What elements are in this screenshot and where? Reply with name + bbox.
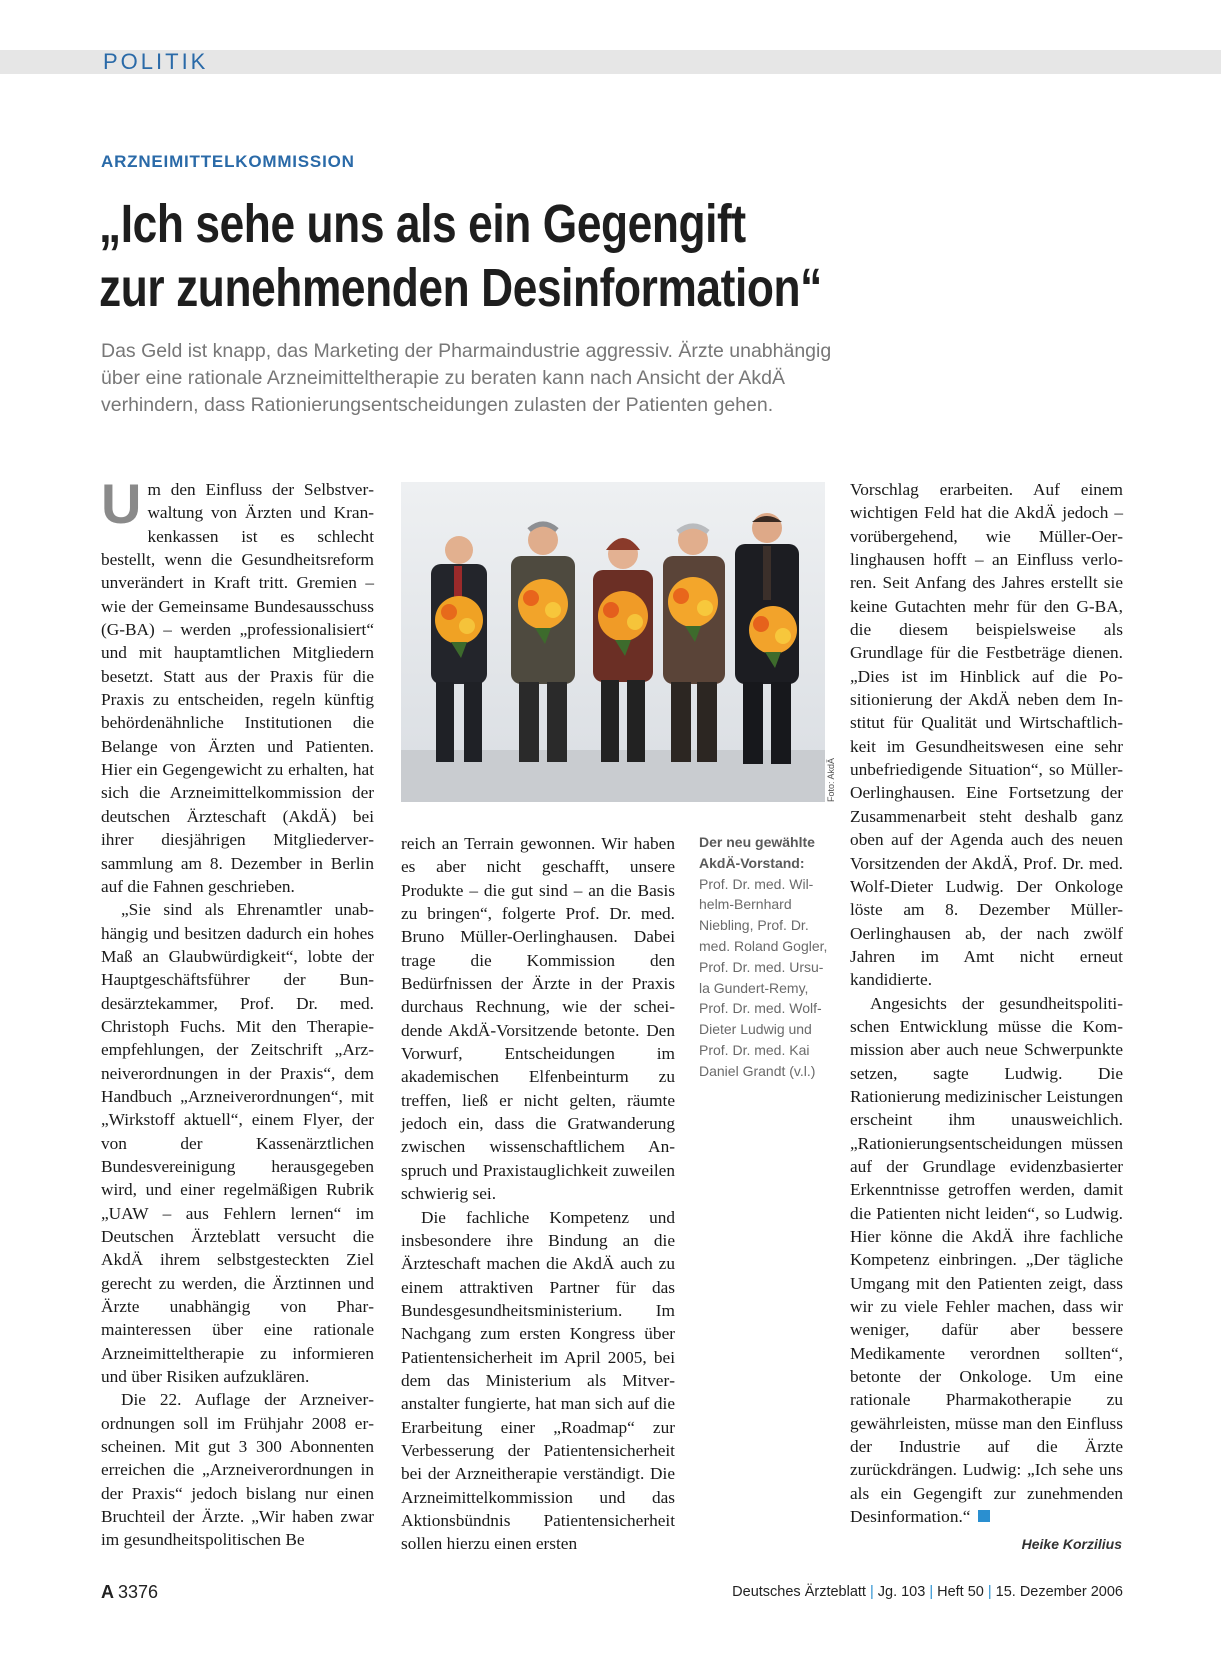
caption-line: med. Roland Gogler, bbox=[699, 937, 828, 954]
author-byline: Heike Korzilius bbox=[1021, 1536, 1122, 1552]
caption-line: Dieter Ludwig und bbox=[699, 1021, 812, 1038]
subtitle-line-3: verhindern, dass Rationierungsentscheidungen zulasten der Patienten gehen. bbox=[101, 394, 774, 416]
photo-credit: Foto: AkdÄ bbox=[826, 757, 836, 802]
subtitle-line-2: über eine rationale Arzneimitteltherapie zu beraten kann nach Ansicht der AkdÄ bbox=[101, 367, 786, 389]
body-paragraph: Die 22. Auflage der Arzneiverordnungen soll im Frühjahr 2008 erscheinen. Mit gut 3 300 Abonnenten erreichen die „Arzneiverordnungen in der Praxis“ jedoch bislang nur einen Bruchteil der Ärzte. „Wir haben zwar im gesundheitspolitischen Be bbox=[101, 1390, 374, 1550]
body-paragraph bbox=[101, 472, 374, 898]
subtitle-line-1: Das Geld ist knapp, das Marketing der Pharmaindustrie aggressiv. Ärzte unabhängig bbox=[101, 340, 832, 362]
body-paragraph: „Sie sind als Ehrenamtler unabhängig und besitzen dadurch ein hohes Maß an Glaubwürdigkeit“, lobte der Hauptgeschäftsführer der Bundesärztekammer, Prof. Dr. med. Christoph Fuchs. Mit den Therapieempfehlungen, der Zeitschrift „Arzneiverordnungen in der Praxis“, dem Handbuch „Arzneiverordnungen“, mit „Wirkstoff aktuell“, einem Flyer, der von der Kassenärztlichen Bundesvereinigung herausgegeben wird, und einer regelmäßigen Rubrik „UAW – aus Fehlern lernen“ im Deutschen Ärzteblatt versucht die AkdÄ ihrem selbstgesteckten Ziel gerecht zu werden, die Ärztinnen und Ärzte unabhängig von Pharmainteressen über eine rationale Arzneimitteltherapie zu informieren und über Risiken aufzuklären. bbox=[101, 900, 374, 1387]
paragraph-text: m den Einfluss der Selbstverwaltung von Ärzten und Krankenkassen ist es schlecht bestellt, wenn die Gesundheitsreform unverändert in Kraft tritt. Gremien – wie der Gemeinsame Bundesausschuss (G-BA) – werden „professionalisiert“ und mit hauptamtlichen Mitgliedern besetzt. Statt aus der Praxis für die Praxis zu entscheiden, regeln künftig behördenähnliche Institutionen die Belange von Ärzten und Patienten. Hier ein Gegengewicht zu erhalten, hat sich die Arzneimittelkommission der deutschen Ärzteschaft (AkdÄ) bei ihrer diesjährigen Mitgliederversammlung am 8. Dezember in Berlin auf die Fahnen geschrieben. bbox=[101, 480, 374, 896]
paragraph-text: Angesichts der gesundheitspolitischen Entwicklung müsse die Kommission aber auch neue Schwerpunkte setzen, sagte Ludwig. Die Rationierung medizinischer Leistungen erscheint ihm unausweichlich. „Rationierungsentscheidungen müssen auf der Grundlage evidenzbasierter Erkenntnisse getroffen werden, damit die Patienten nicht leiden“, so Ludwig. Hier könne die AkdÄ ihre fachliche Kompetenz einbringen. „Der tägliche Umgang mit den Patienten zeigt, dass wir zu viele Fehler machen, dass wir weniger, dafür aber bessere Medikamente verordnen sollten“, betonte der Onkologe. Um eine rationale Pharmakotherapie zu gewährleisten, müsse man den Einfluss der Industrie auf die Ärzte zurückdrängen. Ludwig: „Ich sehe uns als ein Gegengift zur zunehmenden Desinformation.“ bbox=[850, 993, 1123, 1527]
article-kicker: ARZNEIMITTELKOMMISSION bbox=[101, 152, 355, 171]
body-column-3 bbox=[850, 478, 1123, 1528]
caption-line: helm-Bernhard bbox=[699, 896, 792, 913]
page-number-value: 3376 bbox=[118, 1582, 159, 1602]
journal-issue: Heft 50 bbox=[937, 1584, 984, 1600]
journal-date: 15. Dezember 2006 bbox=[995, 1584, 1123, 1600]
photo-caption bbox=[699, 832, 829, 1082]
body-column-2 bbox=[401, 832, 675, 1556]
page-prefix: A bbox=[101, 1582, 114, 1602]
separator: | bbox=[987, 1584, 992, 1600]
caption-line: Prof. Dr. med. Ursu- bbox=[699, 958, 824, 975]
journal-name: Deutsches Ärzteblatt bbox=[732, 1584, 866, 1600]
caption-title-line-2: AkdÄ-Vorstand: bbox=[699, 854, 805, 871]
group-photo bbox=[401, 482, 825, 802]
caption-line: Niebling, Prof. Dr. bbox=[699, 917, 809, 934]
body-paragraph: Vorschlag erarbeiten. Auf einem wichtigen Feld hat die AkdÄ jedoch – vorübergehend, wie Müller-Oerlinghausen hofft – an Einfluss verloren. Seit Anfang des Jahres erstellt sie keine Gutachten mehr für den G-BA, die diesem beispielsweise als Grundlage für die Festbeträge dienen. „Dies ist im Hinblick auf die Positionierung der AkdÄ neben dem Institut für Qualität und Wirtschaftlichkeit im Gesundheitswesen eine sehr unbefriedigende Situation“, so Müller-Oerlinghausen. Eine Fortsetzung der Zusammenarbeit steht deshalb ganz oben auf der Agenda auch des neuen Vorsitzenden der AkdÄ, Prof. Dr. med. Wolf-Dieter Ludwig. Der Onkologe löste am 8. Dezember Müller-Oerlinghausen ab, der nach zwölf Jahren im Amt nicht erneut kandidierte. bbox=[850, 480, 1123, 990]
headline-line-1: „Ich sehe uns als ein Gegengift bbox=[99, 194, 746, 254]
drop-cap: U bbox=[101, 472, 142, 535]
caption-line: la Gundert-Remy, bbox=[699, 979, 809, 996]
caption-line: Prof. Dr. med. Kai bbox=[699, 1041, 810, 1058]
body-paragraph: reich an Terrain gewonnen. Wir haben es aber nicht geschafft, unsere Produkte – die gut sind – an die Basis zu bringen“, folgerte Prof. Dr. med. Bruno Müller-Oerlinghausen. Dabei trage die Kommission den Bedürfnissen der Ärzte in der Praxis durchaus Rechnung, wie der scheidende AkdÄ-Vorsitzende betonte. Den Vorwurf, Entscheidungen im akademischen Elfenbeinturm zu treffen, ließ er nicht gelten, räumte jedoch ein, dass die Gratwanderung zwischen wissenschaftlichem Anspruch und Praxistauglichkeit zuweilen schwierig sei. bbox=[401, 834, 675, 1204]
separator: | bbox=[929, 1584, 934, 1600]
page-number bbox=[101, 1582, 158, 1603]
section-label: POLITIK bbox=[103, 49, 209, 74]
separator: | bbox=[869, 1584, 874, 1600]
article-subtitle bbox=[101, 338, 981, 419]
journal-info bbox=[732, 1584, 1123, 1600]
journal-volume: Jg. 103 bbox=[877, 1584, 926, 1600]
caption-line: Daniel Grandt (v.l.) bbox=[699, 1062, 816, 1079]
caption-title-line-1: Der neu gewählte bbox=[699, 834, 815, 850]
caption-line: Prof. Dr. med. Wolf- bbox=[699, 1000, 822, 1017]
end-of-article-marker bbox=[978, 1510, 990, 1522]
body-column-1 bbox=[101, 472, 374, 1552]
body-paragraph: Die fachliche Kompetenz und insbesondere ihre Bindung an die Ärzteschaft machen die AkdÄ auch zu einem attraktiven Partner für das Bundesgesundheitsministerium. Im Nachgang zum ersten Kongress über Patientensicherheit im April 2005, bei dem das Ministerium als Mitveranstalter fungierte, hat man sich auf die Erarbeitung einer „Roadmap“ zur Verbesserung der Patientensicherheit bei der Arzneitherapie verständigt. Die Arzneimittelkommission und das Aktionsbündnis Patientensicherheit sollen hierzu einen ersten bbox=[401, 1207, 675, 1554]
body-paragraph bbox=[850, 992, 1123, 1529]
photo-illustration bbox=[401, 482, 825, 802]
article-headline bbox=[99, 192, 935, 320]
headline-line-2: zur zunehmenden Desinformation“ bbox=[99, 258, 822, 318]
caption-line: Prof. Dr. med. Wil- bbox=[699, 875, 814, 892]
